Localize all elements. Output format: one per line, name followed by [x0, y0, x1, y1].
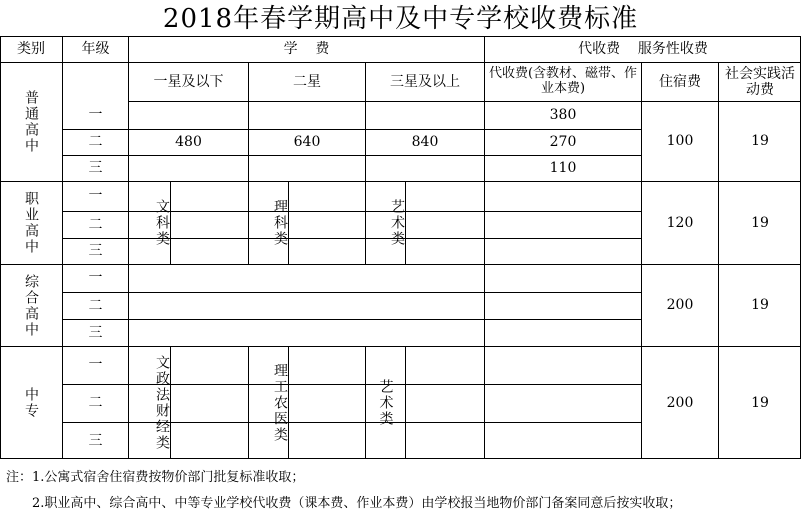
category-general-high-school: 普通高中: [23, 90, 40, 154]
header-collection-fee: 代收费(含教材、磁带、作业本费): [488, 66, 638, 96]
page-title: 2018年春学期高中及中专学校收费标准: [162, 4, 639, 34]
secondary-track-art: 艺术类: [377, 379, 394, 427]
secondary-dorm-fee: 200: [666, 394, 694, 411]
general-collection-grade-3: 110: [549, 160, 577, 177]
grade-label: 三: [88, 324, 103, 341]
vocational-track-art: 艺术类: [389, 199, 405, 247]
general-collection-grade-1: 380: [549, 107, 577, 124]
grade-label: 一: [88, 270, 103, 287]
vocational-track-science: 理科类: [272, 199, 288, 247]
comprehensive-dorm-fee: 200: [666, 297, 694, 314]
category-vocational-high-school: 职业高中: [23, 191, 40, 255]
vocational-dorm-fee: 120: [666, 214, 694, 231]
header-activity-fee: 社会实践活动费: [725, 65, 795, 98]
general-tuition-tier-2: 640: [293, 134, 321, 151]
grade-label: 二: [88, 216, 103, 233]
general-activity-fee: 19: [751, 133, 769, 150]
secondary-track-engineering: 理工农医类: [272, 363, 288, 443]
general-tuition-tier-3: 840: [411, 134, 439, 151]
grade-label: 三: [88, 243, 103, 260]
grade-label: 一: [88, 188, 103, 205]
grade-label: 三: [88, 432, 103, 449]
secondary-activity-fee: 19: [751, 394, 769, 411]
vocational-track-arts: 文科类: [154, 199, 170, 247]
general-collection-grade-2: 270: [549, 134, 577, 151]
header-tuition: 学 费: [283, 41, 330, 58]
header-extra-fees: 代收费 服务性收费: [578, 41, 708, 58]
grade-label: 二: [88, 395, 103, 412]
comprehensive-activity-fee: 19: [751, 297, 769, 314]
footnote-1: 注：1.公寓式宿舍住宿费按物价部门批复标准收取；: [6, 470, 305, 485]
footnote-2: 2.职业高中、综合高中、中等专业学校代收费（课本费、作业本费）由学校报当地物价部门备案同意后按实收取；: [32, 496, 682, 511]
grade-label: 三: [88, 160, 103, 177]
category-comprehensive-high-school: 综合高中: [23, 273, 40, 338]
grade-label: 一: [88, 107, 103, 124]
general-tuition-tier-1: 480: [175, 134, 202, 151]
grade-label: 二: [88, 297, 103, 314]
header-tier-1: 一星及以下: [153, 73, 224, 90]
header-dorm-fee: 住宿费: [659, 73, 701, 90]
secondary-track-humanities: 文政法财经类: [154, 355, 170, 451]
grade-label: 一: [88, 357, 103, 374]
header-tier-2: 二星: [293, 73, 321, 90]
category-secondary-vocational: 中专: [23, 387, 40, 419]
grade-label: 二: [88, 134, 103, 151]
vocational-activity-fee: 19: [751, 214, 769, 231]
header-category: 类别: [17, 41, 45, 58]
header-grade: 年级: [81, 41, 110, 58]
header-tier-3: 三星及以上: [390, 73, 460, 90]
general-dorm-fee: 100: [666, 133, 694, 150]
